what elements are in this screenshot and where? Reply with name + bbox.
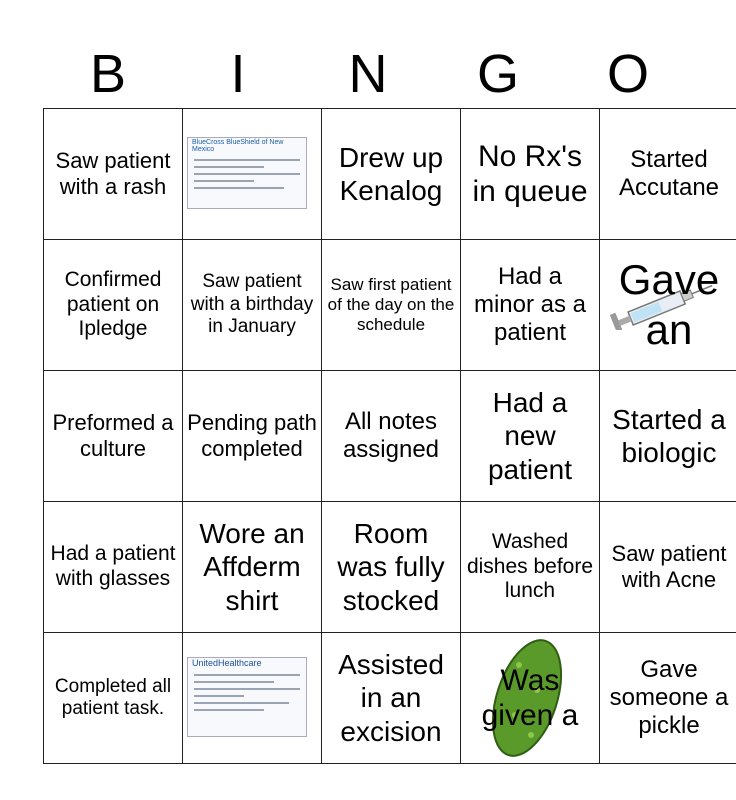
- cell-text: Had a patient with glasses: [50, 542, 176, 590]
- bingo-cell[interactable]: [183, 633, 322, 764]
- bingo-cell[interactable]: [44, 371, 183, 502]
- cell-text: Started Accutane: [618, 145, 720, 201]
- bingo-cell[interactable]: [322, 633, 461, 764]
- bingo-grid: [43, 108, 736, 764]
- cell-text: All notes assigned: [342, 407, 440, 463]
- cell-text: Gave someone a pickle: [609, 655, 729, 740]
- card-caption: BlueCross BlueShield of New Mexico: [192, 139, 284, 153]
- cell-text: Wore an Affderm shirt: [199, 518, 305, 616]
- pickle-icon: [479, 635, 575, 761]
- cell-text: Preformed a culture: [52, 410, 174, 461]
- cell-text: Assisted in an excision: [338, 649, 444, 747]
- header-letter-i: I: [230, 44, 246, 104]
- bingo-cell[interactable]: [461, 240, 600, 371]
- bingo-cell[interactable]: [322, 502, 461, 633]
- cell-text: Saw patient with a birthday in January: [190, 271, 314, 338]
- bingo-cell[interactable]: [600, 502, 736, 633]
- bingo-cell[interactable]: [183, 240, 322, 371]
- bingo-cell[interactable]: [461, 371, 600, 502]
- cell-text: No Rx's in queue: [472, 139, 588, 208]
- cell-text: Started a biologic: [612, 403, 726, 468]
- bingo-cell[interactable]: [600, 240, 736, 371]
- cell-text: Pending path completed: [187, 410, 317, 461]
- bingo-cell[interactable]: [600, 633, 736, 764]
- cell-text: Gave an: [618, 256, 720, 353]
- header-letter-n: N: [348, 44, 388, 104]
- cell-text: Had a new patient: [487, 387, 573, 485]
- cell-text: Room was fully stocked: [337, 518, 445, 616]
- bingo-cell[interactable]: [461, 633, 600, 764]
- bingo-cell[interactable]: [322, 240, 461, 371]
- header-letter-o: O: [606, 44, 649, 104]
- bingo-header: [43, 40, 693, 108]
- bingo-cell[interactable]: [461, 109, 600, 240]
- header-letter-b: B: [89, 44, 127, 104]
- cell-text: Saw patient with Acne: [611, 541, 727, 592]
- cell-text: Washed dishes before lunch: [466, 529, 594, 603]
- bingo-cell[interactable]: [44, 109, 183, 240]
- cell-text: Confirmed patient on Ipledge: [64, 267, 162, 341]
- bingo-cell[interactable]: [322, 371, 461, 502]
- unitedhealthcare-insurance-card-icon: [187, 657, 307, 737]
- cell-text: Saw first patient of the day on the schedule: [327, 274, 455, 335]
- bingo-cell[interactable]: [183, 502, 322, 633]
- bingo-cell[interactable]: [183, 371, 322, 502]
- bingo-cell[interactable]: [183, 109, 322, 240]
- cell-text: Completed all patient task.: [54, 675, 172, 719]
- cell-text: Was given a: [481, 663, 579, 732]
- bingo-cell[interactable]: [322, 109, 461, 240]
- bluecross-insurance-card-icon: [187, 137, 307, 209]
- card-caption: UnitedHealthcare: [192, 658, 262, 668]
- bingo-cell[interactable]: [600, 109, 736, 240]
- cell-text: Saw patient with a rash: [55, 148, 171, 199]
- bingo-cell[interactable]: [461, 502, 600, 633]
- bingo-cell[interactable]: [44, 502, 183, 633]
- bingo-cell[interactable]: [44, 240, 183, 371]
- bingo-cell[interactable]: [600, 371, 736, 502]
- cell-text: Drew up Kenalog: [338, 141, 444, 206]
- cell-text: Had a minor as a patient: [473, 262, 587, 347]
- bingo-cell[interactable]: [44, 633, 183, 764]
- header-letter-g: G: [476, 44, 519, 104]
